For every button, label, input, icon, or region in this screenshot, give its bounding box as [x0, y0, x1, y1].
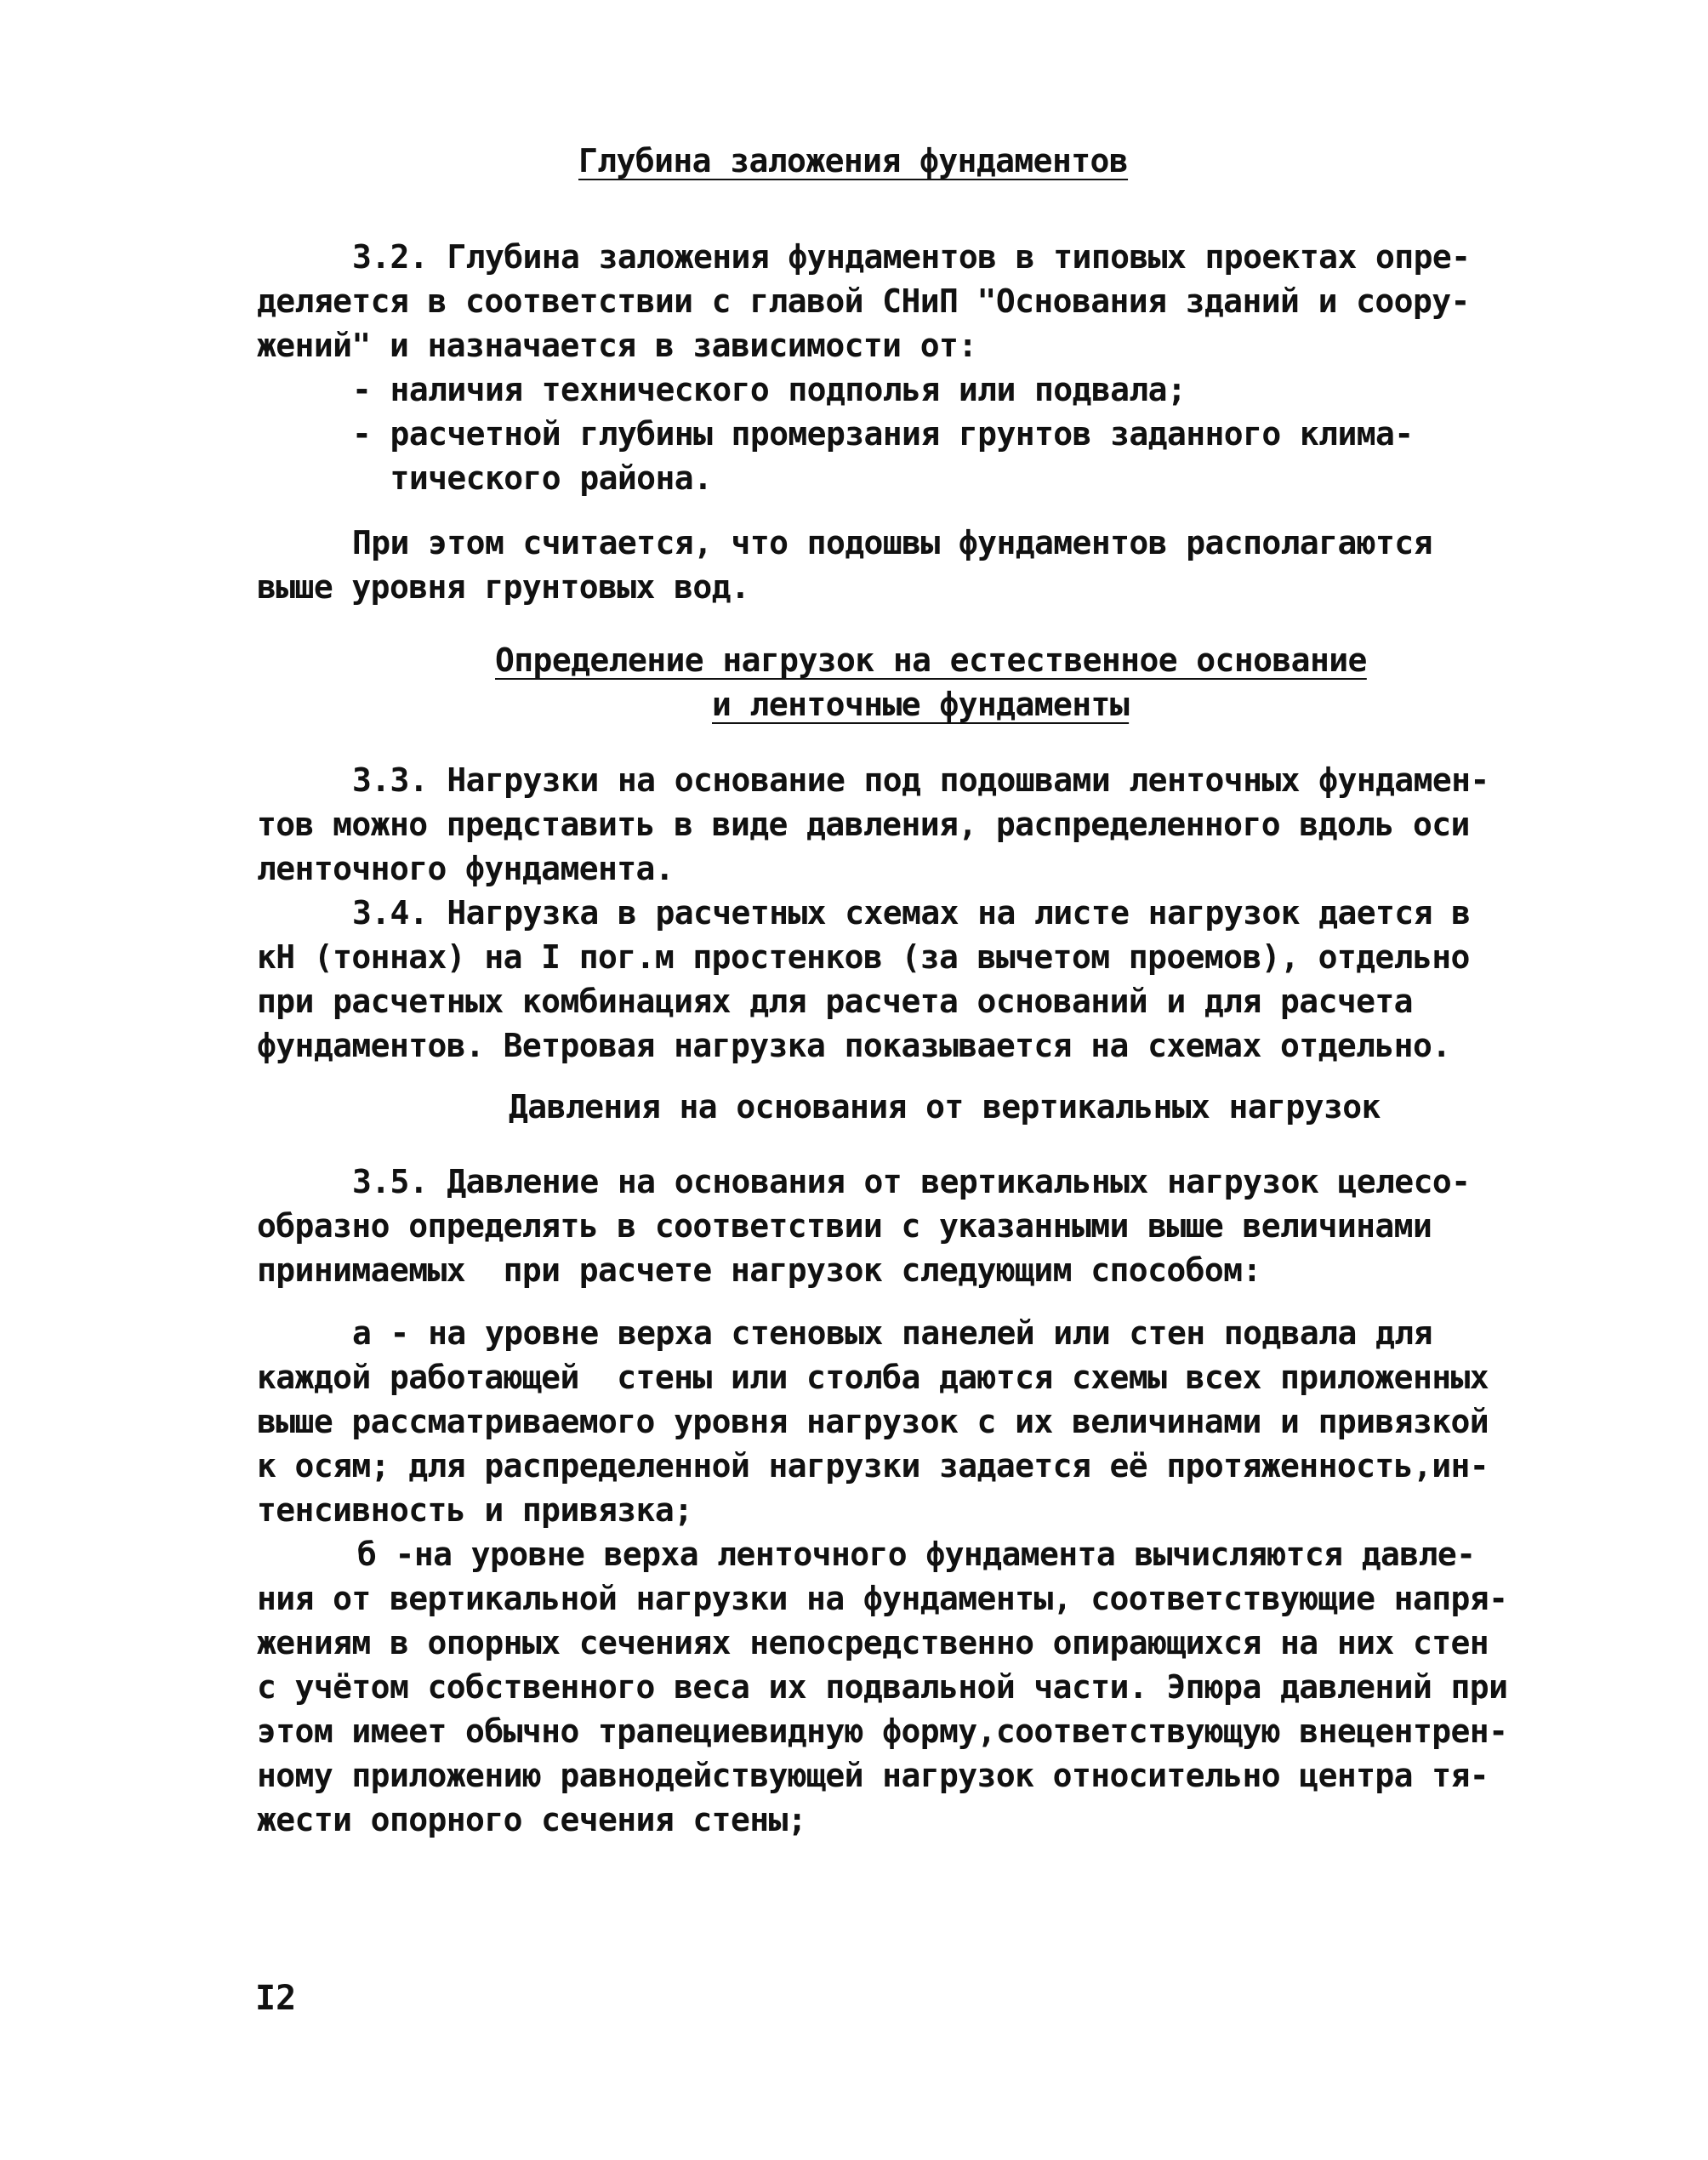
paragraph-b-line-2: ния от вертикальной нагрузки на фундаменты, соответствующие напря-: [257, 1580, 1508, 1617]
paragraph-b-line-3: жениям в опорных сечениях непосредственно опирающихся на них стен: [257, 1624, 1489, 1661]
paragraph-b-line-4: с учётом собственного веса их подвальной части. Эпюра давлений при: [257, 1668, 1508, 1706]
paragraph-a-line-2: каждой работающей стены или столба даются схемы всех приложенных: [257, 1359, 1489, 1396]
heading-foundation-depth: Глубина заложения фундаментов: [578, 142, 1129, 180]
paragraph-3-5-line-3: принимаемых при расчете нагрузок следующим способом:: [257, 1251, 1261, 1289]
page-number: I2: [255, 1979, 297, 2018]
paragraph-3-2-list-item-1: - наличия технического подполья или подвала;: [352, 371, 1187, 408]
paragraph-3-2-list-item-2-cont: тического района.: [352, 459, 713, 497]
paragraph-3-2-line-3: жений" и назначается в зависимости от:: [257, 327, 977, 364]
paragraph-a-line-4: к осям; для распределенной нагрузки задается её протяженность,ин-: [257, 1447, 1489, 1485]
paragraph-b-line-6: ному приложению равнодействующей нагрузок относительно центра тя-: [257, 1757, 1489, 1794]
paragraph-3-4-line-4: фундаментов. Ветровая нагрузка показывается на схемах отдельно.: [257, 1027, 1451, 1064]
heading-load-definition-line-2: и ленточные фундаменты: [712, 686, 1130, 723]
paragraph-a-line-1: а - на уровне верха стеновых панелей или стен подвала для: [352, 1314, 1432, 1352]
paragraph-3-2-line-1: 3.2. Глубина заложения фундаментов в типовых проектах опре-: [352, 238, 1471, 276]
paragraph-a-line-3: выше рассматриваемого уровня нагрузок с их величинами и привязкой: [257, 1403, 1489, 1440]
paragraph-3-4-line-2: кН (тоннах) на I пог.м простенков (за вычетом проемов), отдельно: [257, 938, 1470, 976]
heading-vertical-pressure: Давления на основания от вертикальных нагрузок: [509, 1088, 1381, 1126]
paragraph-3-5-line-1: 3.5. Давление на основания от вертикальных нагрузок целесо-: [352, 1163, 1471, 1200]
paragraph-a-line-5: тенсивность и привязка;: [257, 1491, 693, 1529]
paragraph-b-line-5: этом имеет обычно трапециевидную форму,соответствующую внецентрен-: [257, 1713, 1508, 1750]
paragraph-3-3-line-1: 3.3. Нагрузки на основание под подошвами ленточных фундамен-: [352, 761, 1489, 799]
paragraph-3-2-line-2: деляется в соответствии с главой СНиП "Основания зданий и соору-: [257, 282, 1470, 320]
paragraph-3-4-line-3: при расчетных комбинациях для расчета оснований и для расчета: [257, 983, 1413, 1020]
paragraph-b-line-1: б -на уровне верха ленточного фундамента вычисляются давле-: [357, 1536, 1476, 1573]
paragraph-3-2-list-item-2: - расчетной глубины промерзания грунтов заданного клима-: [352, 415, 1414, 453]
paragraph-3-5-line-2: образно определять в соответствии с указанными выше величинами: [257, 1207, 1432, 1245]
paragraph-3-3-line-3: ленточного фундамента.: [257, 850, 675, 887]
paragraph-3-3-line-2: тов можно представить в виде давления, распределенного вдоль оси: [257, 806, 1470, 843]
paragraph-3-2b-line-2: выше уровня грунтовых вод.: [257, 568, 750, 606]
paragraph-3-2b-line-1: При этом считается, что подошвы фундаментов располагаются: [352, 524, 1432, 561]
paragraph-b-line-7: жести опорного сечения стены;: [257, 1801, 807, 1838]
paragraph-3-4-line-1: 3.4. Нагрузка в расчетных схемах на листе нагрузок дается в: [352, 894, 1471, 932]
heading-load-definition-line-1: Определение нагрузок на естественное основание: [495, 641, 1367, 679]
